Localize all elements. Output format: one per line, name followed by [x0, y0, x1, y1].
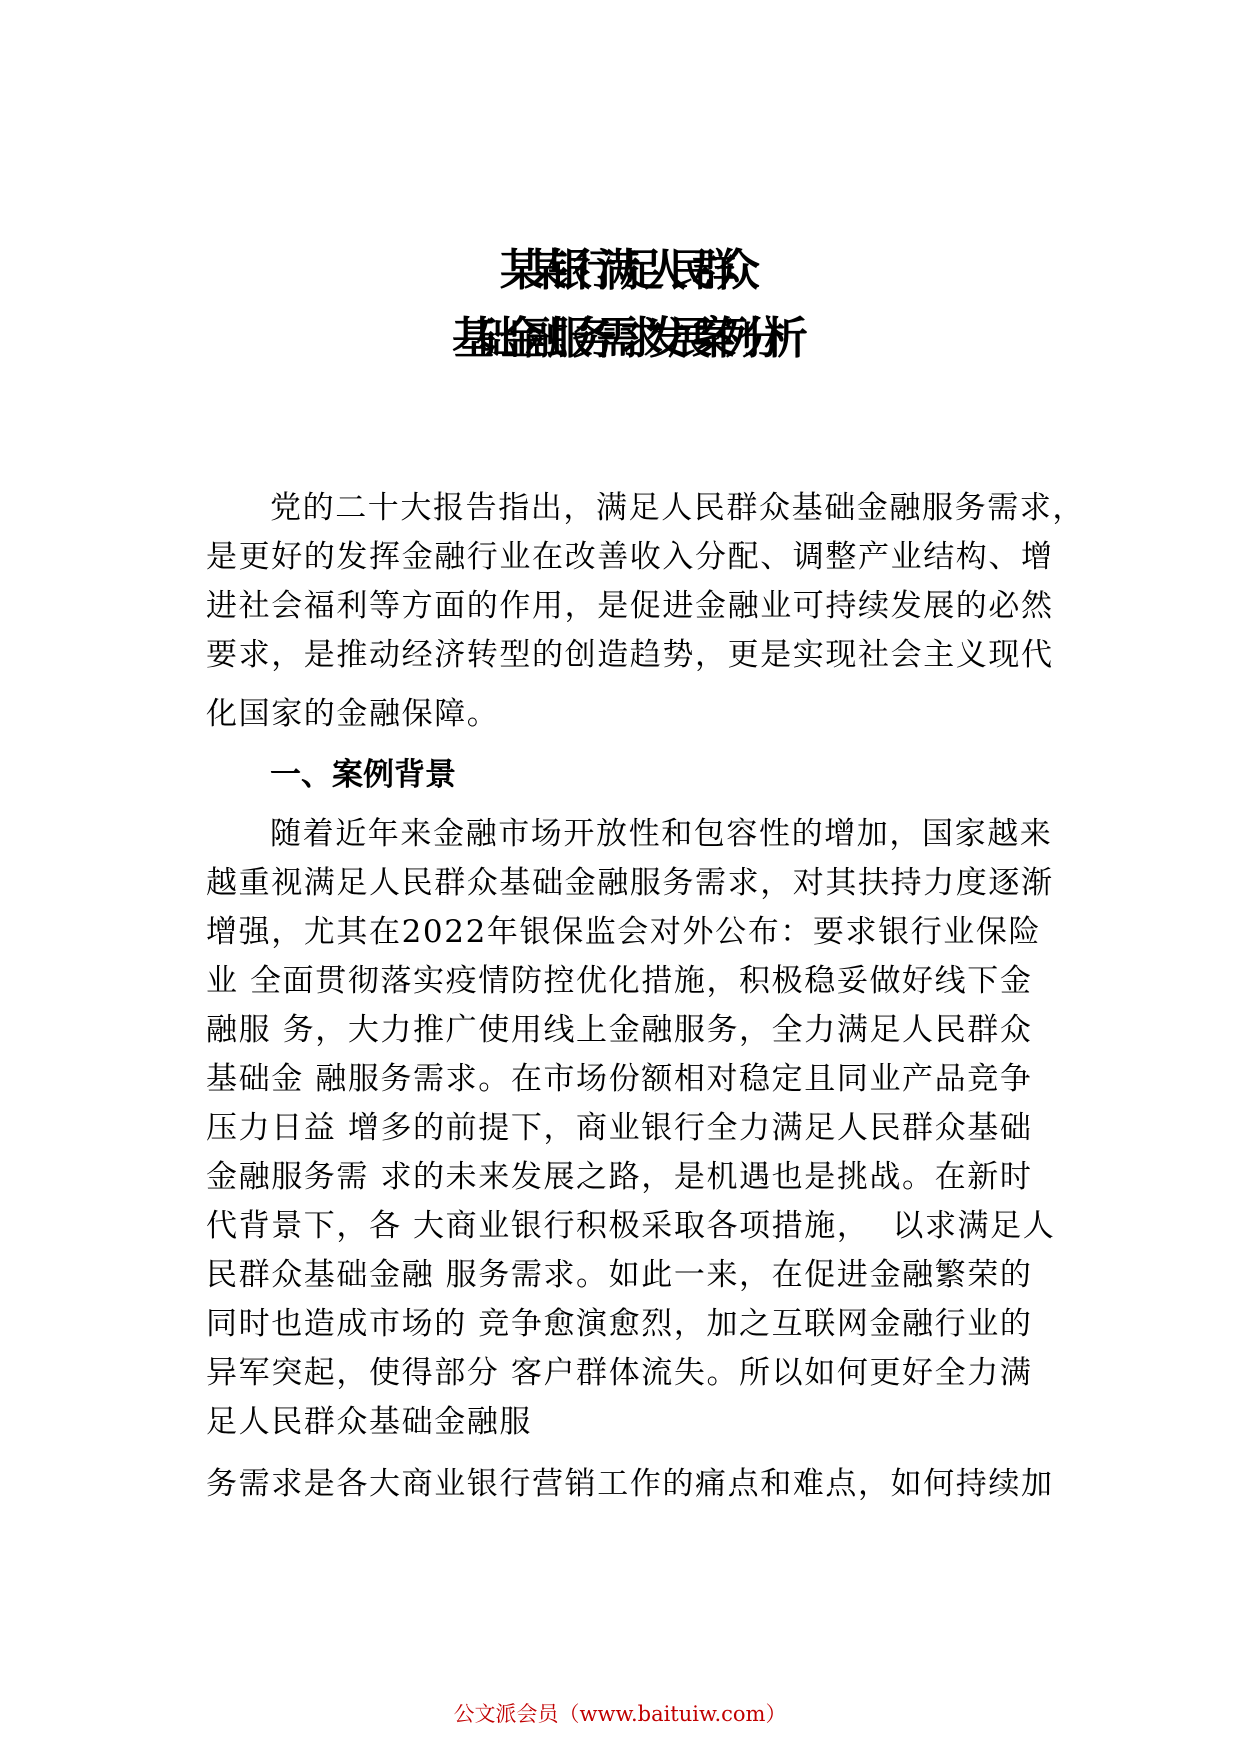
intro-paragraph-line: 进社会福利等方面的作用，是促进金融业可持续发展的必然 — [206, 588, 1054, 624]
section-paragraph-line: 增强，尤其在2022年银保监会对外公布：要求银行业保险 — [206, 914, 1042, 950]
intro-paragraph-line: 化国家的金融保障。 — [206, 696, 500, 732]
section-paragraph-line: 同时也造成市场的 竞争愈演愈烈，加之互联网金融行业的 — [206, 1306, 1033, 1342]
section-paragraph-line: 越重视满足人民群众基础金融服务需求，对其扶持力度逐渐 — [206, 865, 1054, 901]
section-paragraph-line: 业 全面贯彻落实疫情防控优化措施，积极稳妥做好线下金 — [206, 963, 1033, 999]
document-title-line-1: 某某银行满足人民群众 — [500, 245, 740, 296]
section-paragraph-line: 融服 务，大力推广使用线上金融服务，全力满足人民群众 — [206, 1012, 1033, 1048]
intro-paragraph-line: 党的二十大报告指出，满足人民群众基础金融服务需求， — [270, 490, 1085, 526]
section-paragraph-line: 压力日益 增多的前提下，商业银行全力满足人民群众基础 — [206, 1110, 1033, 1146]
section-paragraph-line: 随着近年来金融市场开放性和包容性的增加，国家越来 — [270, 816, 1053, 852]
section-paragraph-line: 基础金 融服务需求。在市场份额相对稳定且同业产品竞争 — [206, 1061, 1033, 1097]
section-paragraph-line: 务需求是各大商业银行营销工作的痛点和难点，如何持续加 — [206, 1466, 1054, 1502]
section-paragraph-line: 民群众基础金融 服务需求。如此一来，在促进金融繁荣的 — [206, 1257, 1033, 1293]
section-paragraph-line: 金融服务需 求的未来发展之路，是机遇也是挑战。在新时 — [206, 1159, 1033, 1195]
section-paragraph-line: 代背景下，各 大商业银行积极采取各项措施， 以求满足人 — [206, 1208, 1056, 1244]
section-paragraph-line: 足人民群众基础金融服 — [206, 1404, 532, 1440]
footer-watermark: 公文派会员（www.baituiw.com） — [453, 1702, 787, 1726]
section-paragraph-line: 异军突起，使得部分 客户群体流失。所以如何更好全力满 — [206, 1355, 1033, 1391]
document-title-line-2: 基础金融服务需求发展案例分析 — [452, 313, 788, 364]
intro-paragraph-line: 是更好的发挥金融行业在改善收入分配、调整产业结构、增 — [206, 539, 1054, 575]
intro-paragraph-line: 要求，是推动经济转型的创造趋势，更是实现社会主义现代 — [206, 637, 1054, 673]
section-heading: 一、案例背景 — [270, 757, 456, 793]
